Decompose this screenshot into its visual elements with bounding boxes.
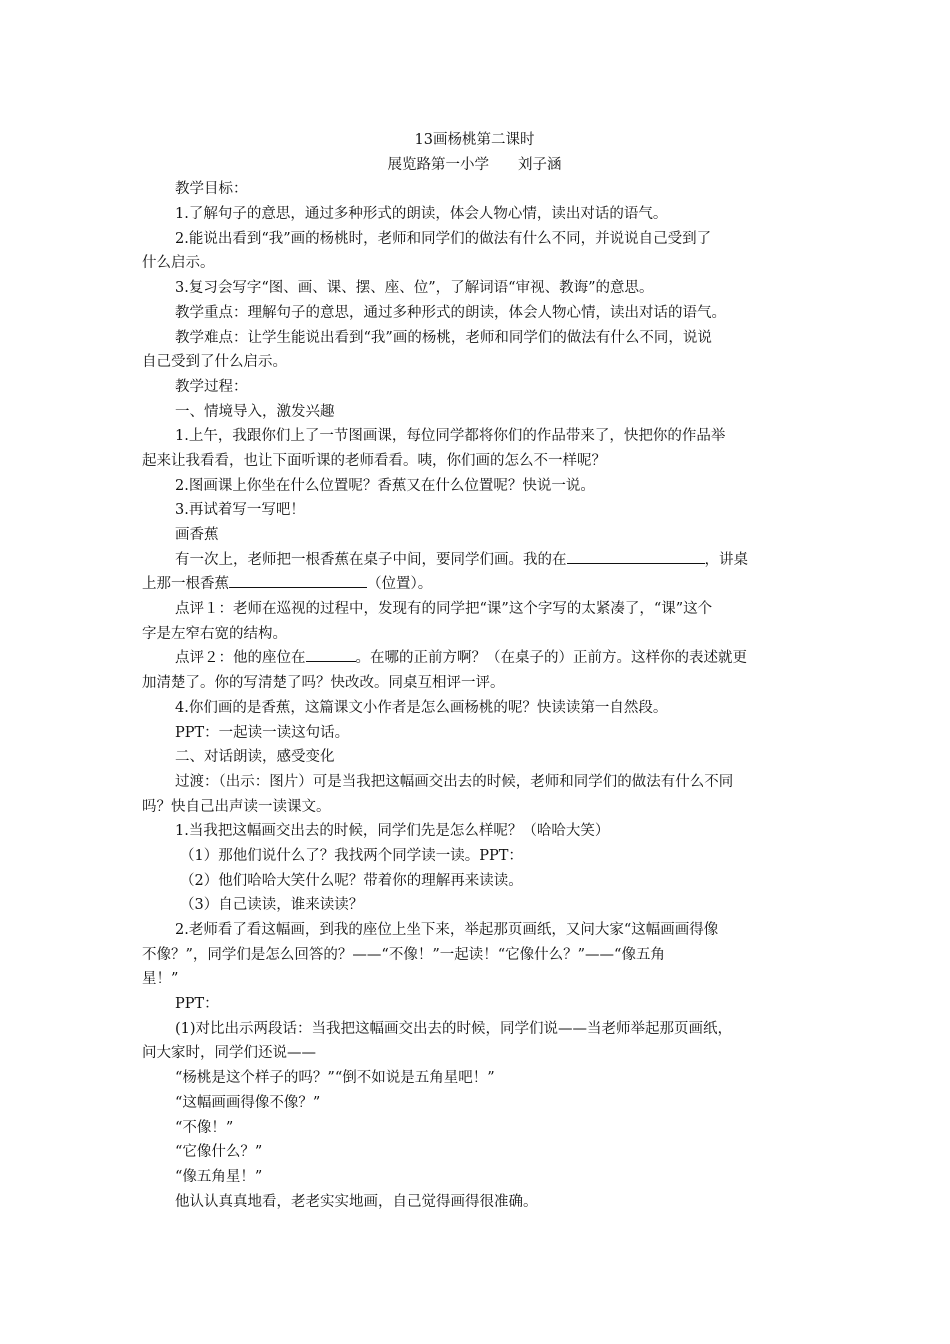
objectives-heading: 教学目标： [175, 181, 248, 198]
step-2-1-1: （1）那他们说什么了？我找两个同学读一读。PPT： [180, 847, 523, 864]
section-2-heading: 二、对话朗读，感受变化 [175, 749, 335, 766]
comment-2-line-2: 加清楚了。你的写清楚了吗？快改改。同桌互相评一评。 [142, 675, 505, 692]
banana-text-4: （位置）。 [367, 576, 433, 593]
closing-line: 他认认真真地看，老老实实地画，自己觉得画得很准确。 [175, 1193, 538, 1210]
comment-2-text-2: 。在哪的正前方啊？（在桌子的）正前方。这样你的表述就更 [355, 650, 747, 667]
step-2-2-line-1: 2.老师看了看这幅画，到我的座位上坐下来，举起那页画纸，又问大家“这幅画画得像 [175, 922, 719, 938]
transition-line-1: 过渡：（出示：图片）可是当我把这幅画交出去的时候，老师和同学们的做法有什么不同 [175, 773, 734, 790]
quote-3: “不像！” [175, 1119, 234, 1136]
objective-1: 1.了解句子的意思，通过多种形式的朗读，体会人物心情，读出对话的语气。 [175, 206, 668, 223]
step-2-1-3: （3）自己读读，谁来读读？ [180, 897, 364, 914]
comment-1-line-1: 点评１：老师在巡视的过程中，发现有的同学把“课”这个字写的太紧凑了，“课”这个 [175, 601, 713, 618]
step-2-2-line-3: 星！” [142, 971, 179, 988]
key-point: 教学重点：理解句子的意思，通过多种形式的朗读，体会人物心情，读出对话的语气。 [175, 304, 726, 321]
process-heading: 教学过程： [175, 378, 248, 395]
objective-2-line-1: 2.能说出看到“我”画的杨桃时，老师和同学们的做法有什么不同，并说说自己受到了 [175, 230, 712, 247]
comment-2-line-1 [142, 646, 807, 671]
step-1-1-line-2: 起来让我看看，也让下面听课的老师看看。咦，你们画的怎么不一样呢？ [142, 452, 606, 469]
step-2-1-2: （2）他们哈哈大笑什么呢？带着你的理解再来读读。 [180, 872, 523, 889]
difficulty-line-1: 教学难点：让学生能说出看到“我”画的杨桃，老师和同学们的做法有什么不同，说说 [175, 329, 712, 346]
banana-exercise-line-1 [142, 548, 807, 573]
author-line: 展览路第一小学 刘子涵 [387, 156, 562, 173]
step-2-1: 1.当我把这幅画交出去的时候，同学们先是怎么样呢？（哈哈大笑） [175, 823, 610, 840]
step-1-1-line-1: 1.上午，我跟你们上了一节图画课，每位同学都将你们的作品带来了，快把你的作品举 [175, 428, 726, 445]
comment-2-text-1: 点评２：他的座位在 [175, 650, 306, 667]
quote-2: “这幅画画得像不像？” [175, 1094, 321, 1111]
step-1-2: 2.图画课上你坐在什么位置呢？香蕉又在什么位置呢？快说一说。 [175, 477, 595, 494]
section-1-heading: 一、情境导入，激发兴趣 [175, 403, 335, 420]
objective-2-line-2: 什么启示。 [142, 255, 215, 272]
banana-text-1: 有一次上，老师把一根香蕉在桌子中间，要同学们画。我的在 [175, 551, 567, 568]
step-1-3: 3.再试着写一写吧！ [175, 502, 305, 519]
banana-text-3: 上那一根香蕉 [142, 576, 229, 593]
quote-1: “杨桃是这个样子的吗？”“倒不如说是五角星吧！” [175, 1070, 495, 1087]
banana-exercise-line-2 [142, 572, 807, 597]
transition-line-2: 吗？快自己出声读一读课文。 [142, 798, 331, 815]
quote-5: “像五角星！” [175, 1168, 263, 1185]
ppt-note-1: PPT：一起读一读这句话。 [175, 724, 350, 741]
ppt-note-2: PPT： [175, 996, 219, 1013]
difficulty-line-2: 自己受到了什么启示。 [142, 354, 287, 371]
objective-3: 3.复习会写字“图、画、课、摆、座、位”，了解词语“审视、教诲”的意思。 [175, 280, 654, 297]
banana-text-2: ，讲桌 [704, 551, 748, 568]
step-2-2-line-2: 不像？”，同学们是怎么回答的？——“不像！”一起读！“它像什么？”——“像五角 [142, 946, 665, 963]
fill-blank-banana [229, 572, 367, 588]
step-1-4: 4.你们画的是香蕉，这篇课文小作者是怎么画杨桃的呢？快读读第一自然段。 [175, 699, 668, 716]
page-title: 13画杨桃第二课时 [414, 132, 535, 148]
quote-4: “它像什么？” [175, 1144, 263, 1161]
fill-blank-comment [306, 646, 356, 662]
contrast-line-2: 问大家时，同学们还说—— [142, 1045, 316, 1062]
lesson-plan-page [142, 128, 807, 1214]
fill-blank-seat [567, 548, 705, 564]
contrast-line-1: (1)对比出示两段话：当我把这幅画交出去的时候，同学们说——当老师举起那页画纸， [175, 1020, 733, 1037]
banana-title: 画香蕉 [175, 527, 219, 543]
comment-1-line-2: 字是左窄右宽的结构。 [142, 625, 287, 642]
